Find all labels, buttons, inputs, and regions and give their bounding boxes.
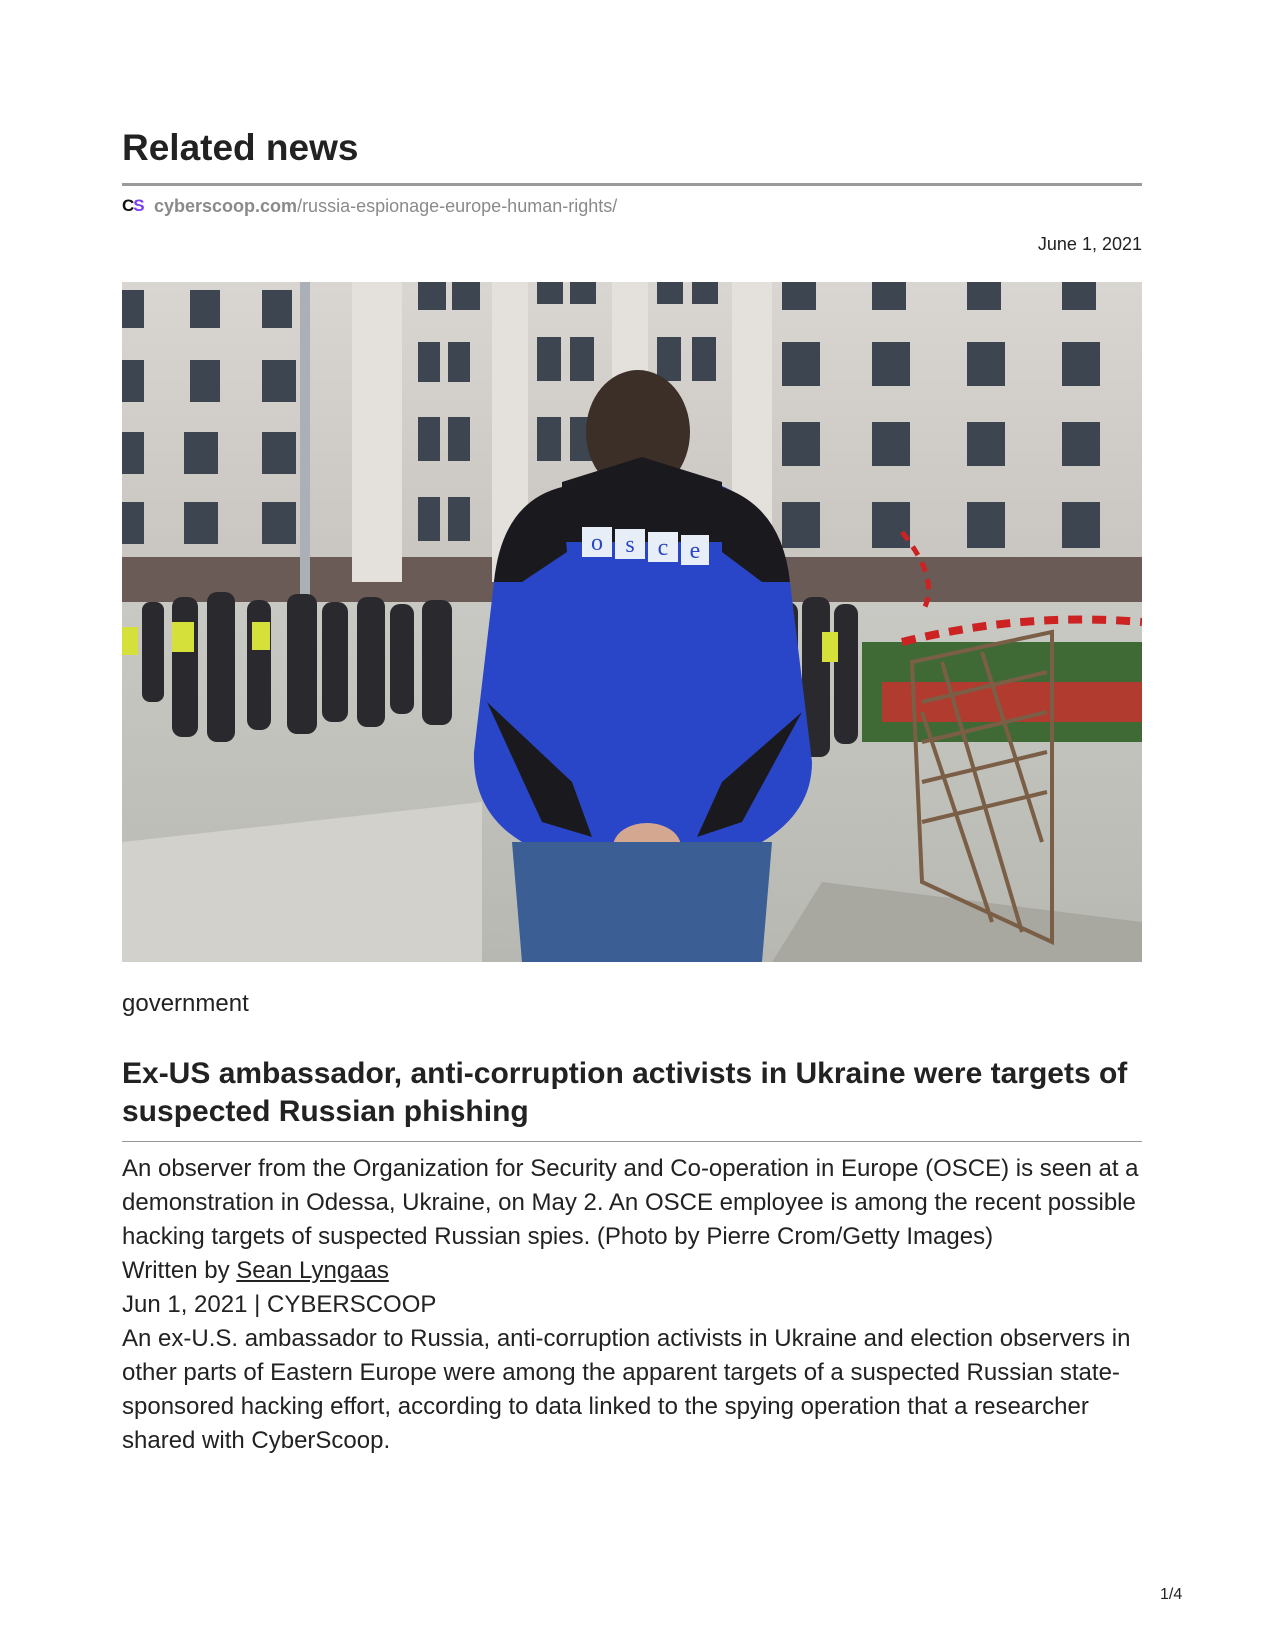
svg-text:c: c — [657, 535, 669, 561]
svg-text:o: o — [591, 530, 603, 556]
article-headline[interactable]: Ex-US ambassador, anti-corruption activists in Ukraine were targets of suspected Russian phishing — [122, 1057, 1128, 1128]
osce-observer-photo-icon — [122, 282, 1142, 962]
category-label: government — [122, 990, 249, 1017]
byline — [122, 1254, 1142, 1288]
svg-text:s: s — [625, 532, 635, 558]
page-number: 1/4 — [1160, 1586, 1183, 1603]
dateline: Jun 1, 2021 | CYBERSCOOP — [122, 1291, 437, 1318]
byline-prefix: Written by — [122, 1257, 237, 1284]
title-divider — [122, 183, 1142, 186]
lead-paragraph: An ex-U.S. ambassador to Russia, anti-corruption activists in Ukraine and election observers in other parts of Eastern Europe were among the apparent targets of a suspected Russian state-sponsored hacking effort, according to data linked to the spying operation that a researcher shared with CyberScoop. — [122, 1325, 1131, 1454]
source-line — [122, 194, 617, 218]
article-body — [122, 1152, 1142, 1458]
source-path[interactable]: /russia-espionage-europe-human-rights/ — [297, 195, 618, 216]
publish-date: June 1, 2021 — [1037, 234, 1142, 254]
photo-caption: An observer from the Organization for Security and Co-operation in Europe (OSCE) is seen at a demonstration in Odessa, Ukraine, on May 2. An OSCE employee is among the recent possible hacking targets of suspected Russian spies. (Photo by Pierre Crom/Getty Images) — [122, 1155, 1139, 1250]
source-domain[interactable]: cyberscoop.com — [154, 195, 298, 216]
author-link[interactable]: Sean Lyngaas — [236, 1257, 389, 1284]
cyberscoop-logo-icon: CS — [122, 196, 144, 215]
svg-text:e: e — [689, 538, 701, 564]
headline-divider — [122, 1141, 1142, 1142]
section-title: Related news — [122, 127, 359, 168]
